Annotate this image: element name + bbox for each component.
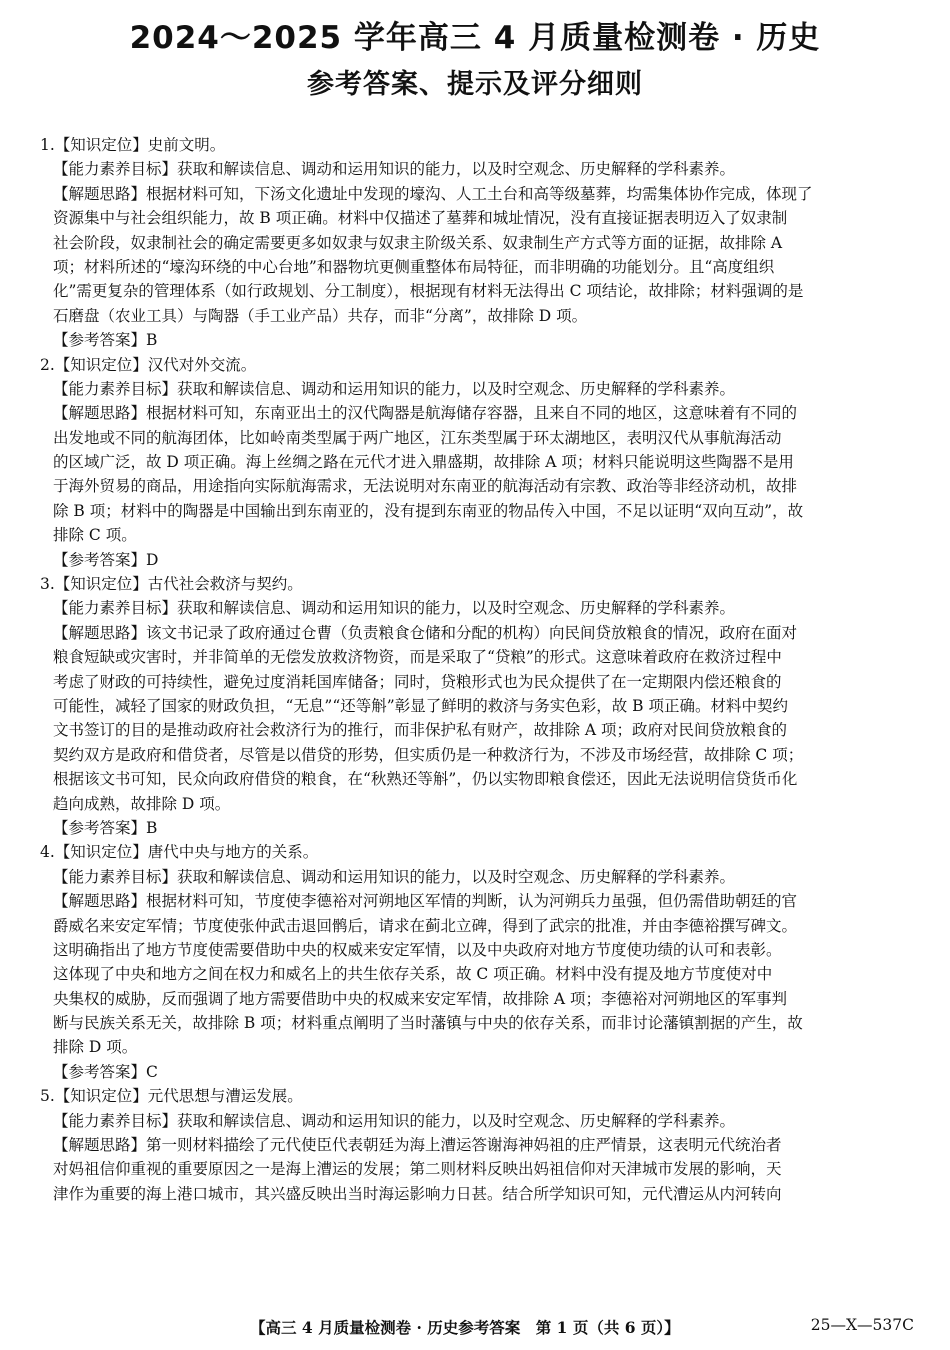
text-line: 石磨盘（农业工具）与陶器（手工业产品）共存，而非“分离”，故排除 D 项。 bbox=[53, 306, 588, 325]
text-line: 于海外贸易的商品，用途指向实际航海需求，无法说明对东南亚的航海活动有宗教、政治等非经济动机，故排 bbox=[53, 477, 798, 496]
text-line: 趋向成熟，故排除 D 项。 bbox=[53, 794, 231, 813]
text-line: 文书签订的目的是推动政府社会救济行为的推行，而非保护私有财产，故排除 A 项；政府对民间贷放粮食的 bbox=[53, 721, 788, 740]
text-line: 【参考答案】B bbox=[53, 331, 158, 350]
text-line: 【能力素养目标】获取和解读信息、调动和运用知识的能力，以及时空观念、历史解释的学科素养。 bbox=[53, 867, 736, 886]
text-line: 这明确指出了地方节度使需要借助中央的权威来安定军情，以及中央政府对地方节度使功绩的认可和表彰。 bbox=[53, 940, 782, 959]
text-line: 排除 C 项。 bbox=[53, 526, 137, 545]
text-line: 【能力素养目标】获取和解读信息、调动和运用知识的能力，以及时空观念、历史解释的学科素养。 bbox=[53, 599, 736, 618]
text-line: 断与民族关系无关，故排除 B 项；材料重点阐明了当时藩镇与中央的依存关系，而非讨论藩镇割据的产生，故 bbox=[53, 1014, 803, 1033]
text-line: 央集权的威胁，反而强调了地方需要借助中央的权威来安定军情，故排除 A 项；李德裕对河朔地区的军事判 bbox=[53, 989, 788, 1008]
answer-content bbox=[40, 133, 914, 1206]
text-line: 社会阶段，奴隶制社会的确定需要更多如奴隶与奴隶主阶级关系、奴隶制生产方式等方面的证据，故排除 A bbox=[53, 233, 783, 252]
text-line: 【解题思路】该文书记录了政府通过仓曹（负责粮食仓储和分配的机构）向民间贷放粮食的情况，政府在面对 bbox=[53, 623, 798, 642]
text-line: 【解题思路】根据材料可知，下汤文化遗址中发现的壕沟、人工土台和高等级墓葬，均需集体协作完成，体现了 bbox=[53, 184, 813, 203]
text-line: 除 B 项；材料中的陶器是中国输出到东南亚的，没有提到东南亚的物品传入中国，不足以证明“双向互动”，故 bbox=[53, 501, 804, 520]
text-line: 排除 D 项。 bbox=[53, 1038, 138, 1057]
text-line: 【解题思路】根据材料可知，节度使李德裕对河朔地区军情的判断，认为河朔兵力虽强，但仍需借助朝廷的官 bbox=[53, 892, 798, 911]
text-line: 5.【知识定位】元代思想与漕运发展。 bbox=[40, 1087, 303, 1106]
text-line: 【参考答案】D bbox=[53, 550, 159, 569]
text-line: 资源集中与社会组织能力，故 B 项正确。材料中仅描述了墓葬和城址情况，没有直接证据表明迈入了奴隶制 bbox=[53, 209, 788, 228]
text-line: 【解题思路】第一则材料描绘了元代使臣代表朝廷为海上漕运答谢海神妈祖的庄严情景，这表明元代统治者 bbox=[53, 1136, 782, 1155]
text-line: 爵威名来安定军情；节度使张仲武击退回鹘后，请求在蓟北立碑，得到了武宗的批准，并由李德裕撰写碑文。 bbox=[53, 916, 798, 935]
footer-code: 25—X—537C bbox=[810, 1316, 914, 1334]
text-line: 的区域广泛，故 D 项正确。海上丝绸之路在元代才进入鼎盛期，故排除 A 项；材料只能说明这些陶器不是用 bbox=[53, 453, 794, 472]
text-line: 2.【知识定位】汉代对外交流。 bbox=[40, 355, 257, 374]
text-line: 出发地或不同的航海团体，比如岭南类型属于两广地区，江东类型属于环太湖地区，表明汉代从事航海活动 bbox=[53, 428, 782, 447]
page-subtitle: 参考答案、提示及评分细则 bbox=[307, 69, 643, 100]
text-line: 粮食短缺或灾害时，并非简单的无偿发放救济物资，而是采取了“贷粮”的形式。这意味着政府在救济过程中 bbox=[53, 648, 782, 667]
text-line: 化”需更复杂的管理体系（如行政规划、分工制度），根据现有材料无法得出 C 项结论，故排除；材料强调的是 bbox=[53, 282, 804, 301]
text-line: 【参考答案】C bbox=[53, 1062, 158, 1081]
text-line: 津作为重要的海上港口城市，其兴盛反映出当时海运影响力日甚。结合所学知识可知，元代漕运从内河转向 bbox=[53, 1184, 782, 1203]
text-line: 对妈祖信仰重视的重要原因之一是海上漕运的发展；第二则材料反映出妈祖信仰对天津城市发展的影响，天 bbox=[53, 1160, 782, 1179]
text-line: 项；材料所述的“壕沟环绕的中心台地”和器物坑更侧重整体布局特征，而非明确的功能划分。且“高度组织 bbox=[53, 257, 775, 276]
text-line: 【解题思路】根据材料可知，东南亚出土的汉代陶器是航海储存容器，且来自不同的地区，这意味着有不同的 bbox=[53, 404, 798, 423]
text-line: 【能力素养目标】获取和解读信息、调动和运用知识的能力，以及时空观念、历史解释的学科素养。 bbox=[53, 160, 736, 179]
text-line: 【参考答案】B bbox=[53, 818, 158, 837]
text-line: 契约双方是政府和借贷者，尽管是以借贷的形势，但实质仍是一种救济行为，不涉及市场经营，故排除 C 项； bbox=[53, 745, 804, 764]
text-line: 这体现了中央和地方之间在权力和威名上的共生依存关系，故 C 项正确。材料中没有提及地方节度使对中 bbox=[53, 965, 773, 984]
text-line: 考虑了财政的可持续性，避免过度消耗国库储备；同时，贷粮形式也为民众提供了在一定期限内偿还粮食的 bbox=[53, 672, 782, 691]
text-line: 【能力素养目标】获取和解读信息、调动和运用知识的能力，以及时空观念、历史解释的学科素养。 bbox=[53, 379, 736, 398]
text-line: 【能力素养目标】获取和解读信息、调动和运用知识的能力，以及时空观念、历史解释的学科素养。 bbox=[53, 1111, 736, 1130]
text-line: 1.【知识定位】史前文明。 bbox=[40, 136, 226, 154]
page-footer bbox=[0, 1316, 950, 1340]
text-line: 4.【知识定位】唐代中央与地方的关系。 bbox=[40, 843, 319, 862]
page-title: 2024～2025 学年高三 4 月质量检测卷 · 历史 bbox=[129, 20, 821, 56]
text-line: 3.【知识定位】古代社会救济与契约。 bbox=[40, 575, 303, 594]
text-line: 根据该文书可知，民众向政府借贷的粮食，在“秋熟还等斛”，仍以实物即粮食偿还，因此无法说明信贷货币化 bbox=[53, 770, 798, 789]
text-line: 可能性，减轻了国家的财政负担，“无息”“还等斛”彰显了鲜明的救济与务实色彩，故 B 项正确。材料中契约 bbox=[53, 696, 788, 715]
footer-text: 【高三 4 月质量检测卷 · 历史参考答案 第 1 页（共 6 页）】 bbox=[250, 1318, 680, 1337]
